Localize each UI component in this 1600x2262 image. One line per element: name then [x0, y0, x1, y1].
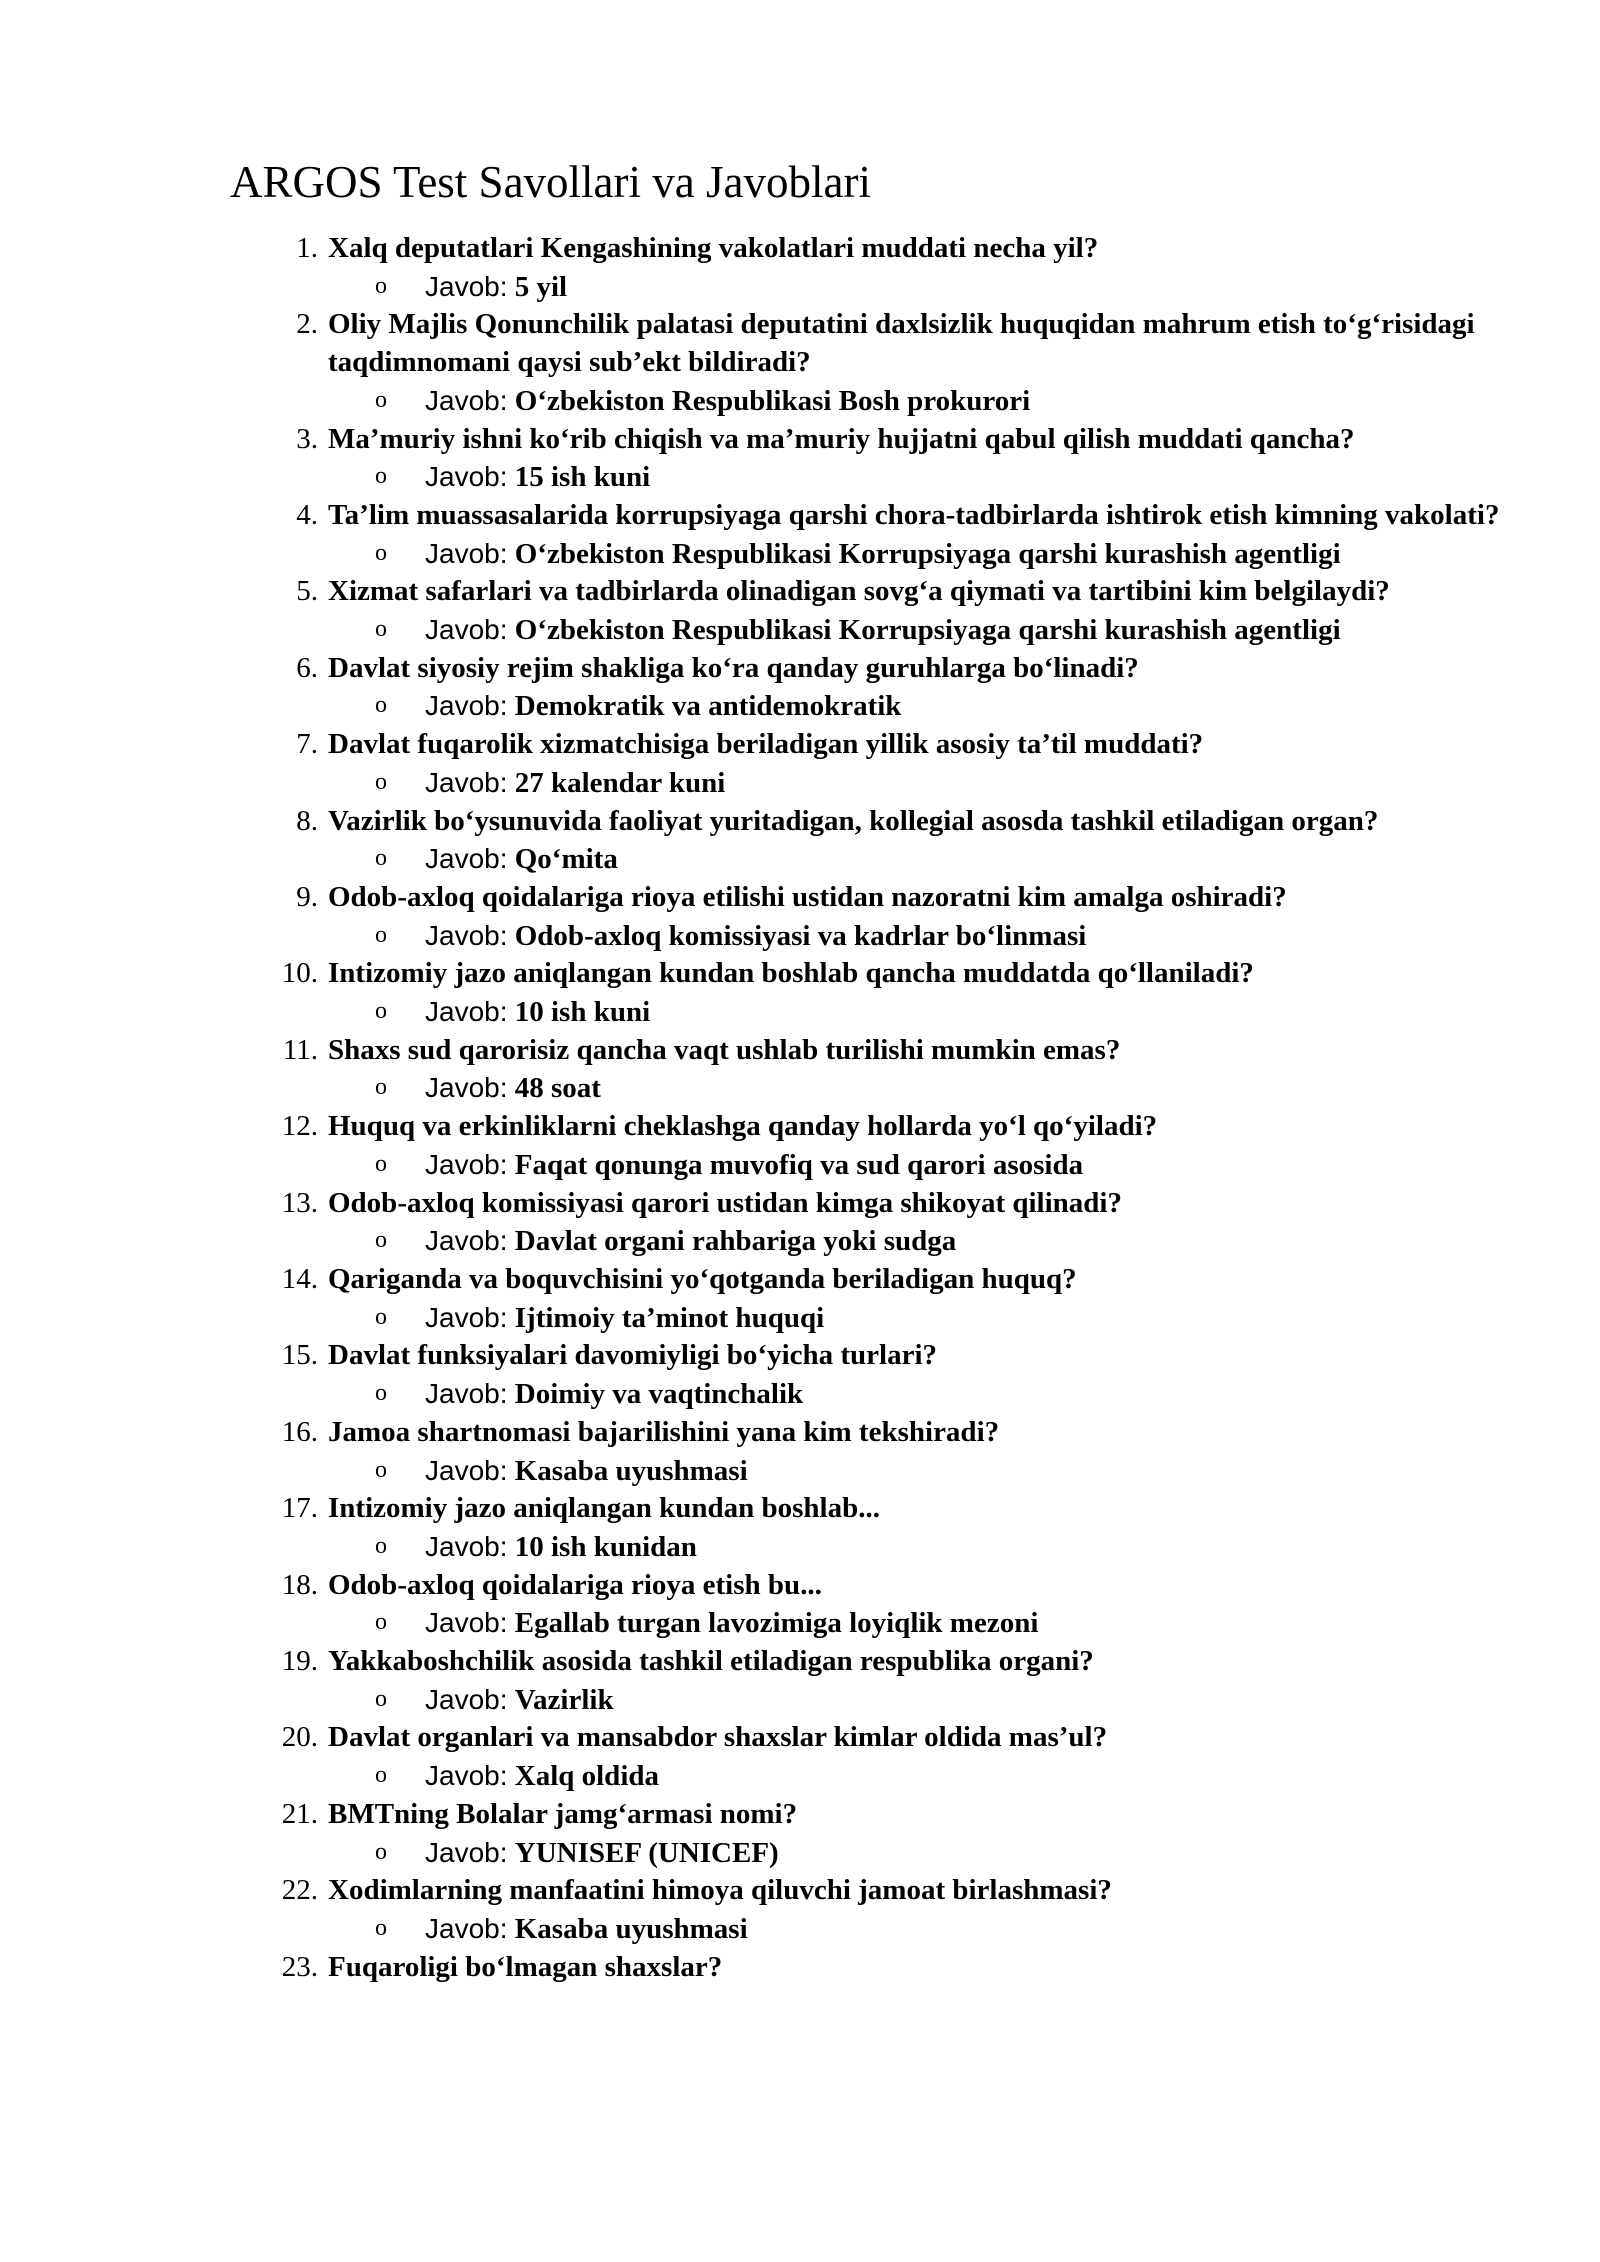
list-item	[230, 955, 1530, 1031]
answer-row	[328, 993, 1530, 1032]
question-number: 1.	[296, 232, 318, 264]
question-text: Oliy Majlis Qonunchilik palatasi deputatini daxlsizlik huquqidan mahrum etish to‘g‘risidagi taqdimnomani qaysi sub’ekt bildiradi?	[328, 308, 1475, 379]
answer-text: Qo‘mita	[514, 843, 618, 876]
question-list	[230, 230, 1530, 1986]
list-item	[230, 573, 1530, 649]
answer-bullet: o	[375, 692, 387, 719]
question-row	[296, 497, 1530, 535]
question-text: Fuqaroligi bo‘lmagan shaxslar?	[328, 1950, 723, 1983]
answer-bullet: o	[375, 1762, 387, 1789]
question-row	[281, 1643, 1530, 1681]
question-number: 22.	[281, 1874, 318, 1907]
question-text: Shaxs sud qarorisiz qancha vaqt ushlab turilishi mumkin emas?	[328, 1033, 1121, 1066]
answer-row	[328, 611, 1530, 650]
answer-label: Javob:	[425, 1072, 508, 1104]
question-number: 19.	[281, 1645, 318, 1678]
answer-label: Javob:	[425, 1148, 508, 1180]
question-number: 21.	[281, 1797, 318, 1830]
question-number: 14.	[281, 1262, 318, 1295]
answer-label: Javob:	[425, 614, 508, 646]
answer-row	[328, 268, 1530, 307]
question-text: Qariganda va boquvchisini yo‘qotganda beriladigan huquq?	[328, 1262, 1077, 1295]
answer-text: O‘zbekiston Respublikasi Korrupsiyaga qarshi kurashish agentligi	[514, 537, 1341, 570]
answer-label: Javob:	[425, 1454, 508, 1486]
answer-text: 10 ish kuni	[514, 996, 651, 1029]
answer-label: Javob:	[425, 1225, 508, 1257]
question-number: 8.	[296, 804, 318, 837]
answer-label: Javob:	[425, 1836, 508, 1868]
answer-row	[328, 1452, 1530, 1491]
answer-row	[328, 1222, 1530, 1261]
question-number: 2.	[296, 308, 318, 341]
answer-label: Javob:	[425, 1607, 508, 1639]
question-number: 4.	[296, 498, 318, 531]
answer-row	[328, 1604, 1530, 1643]
question-row	[281, 1490, 1530, 1528]
question-number: 23.	[281, 1950, 318, 1983]
question-row	[281, 1796, 1530, 1834]
question-number: 13.	[281, 1186, 318, 1219]
answer-text: 15 ish kuni	[514, 461, 651, 494]
answer-row	[328, 382, 1530, 421]
question-text: Jamoa shartnomasi bajarilishini yana kim tekshiradi?	[328, 1415, 1000, 1448]
answer-label: Javob:	[425, 1912, 508, 1944]
answer-text: 27 kalendar kuni	[514, 766, 726, 799]
question-row	[281, 955, 1530, 993]
question-row	[296, 573, 1530, 611]
answer-text: Vazirlik	[514, 1683, 614, 1716]
question-row	[296, 726, 1530, 764]
list-item	[230, 1490, 1530, 1566]
answer-label: Javob:	[425, 1301, 508, 1333]
answer-text: 48 soat	[514, 1072, 601, 1105]
answer-bullet: o	[375, 921, 387, 948]
question-number: 15.	[281, 1339, 318, 1372]
answer-bullet: o	[375, 1456, 387, 1483]
answer-label: Javob:	[425, 384, 508, 416]
list-item	[230, 650, 1530, 726]
question-row	[296, 230, 1530, 268]
answer-bullet: o	[375, 1074, 387, 1101]
answer-bullet: o	[375, 1609, 387, 1636]
question-number: 9.	[296, 880, 318, 913]
answer-bullet: o	[375, 1303, 387, 1330]
question-row	[281, 1108, 1530, 1146]
answer-text: Egallab turgan lavozimiga loyiqlik mezoni	[514, 1607, 1039, 1640]
question-number: 7.	[296, 728, 318, 761]
question-row	[281, 1567, 1530, 1605]
answer-row	[328, 1834, 1530, 1873]
question-row	[281, 1949, 1530, 1987]
answer-text: YUNISEF (UNICEF)	[514, 1836, 779, 1869]
answer-label: Javob:	[425, 843, 508, 875]
question-number: 11.	[282, 1033, 318, 1066]
answer-row	[328, 1146, 1530, 1185]
answer-bullet: o	[375, 1838, 387, 1865]
answer-bullet: o	[375, 845, 387, 872]
answer-row	[328, 535, 1530, 574]
question-text: Xodimlarning manfaatini himoya qiluvchi jamoat birlashmasi?	[328, 1874, 1112, 1907]
list-item	[230, 1949, 1530, 1987]
answer-text: Xalq oldida	[514, 1760, 659, 1793]
question-text: Davlat fuqarolik xizmatchisiga beriladigan yillik asosiy ta’til muddati?	[328, 728, 1204, 761]
answer-text: Kasaba uyushmasi	[514, 1912, 748, 1945]
answer-row	[328, 1757, 1530, 1796]
question-text: Intizomiy jazo aniqlangan kundan boshlab...	[328, 1492, 880, 1525]
question-text: Ta’lim muassasalarida korrupsiyaga qarshi chora-tadbirlarda ishtirok etish kimning vakolati?	[328, 498, 1500, 531]
answer-label: Javob:	[425, 537, 508, 569]
answer-label: Javob:	[425, 461, 508, 493]
document-title: ARGOS Test Savollari va Javoblari	[230, 157, 871, 207]
answer-label: Javob:	[425, 1683, 508, 1715]
answer-row	[328, 458, 1530, 497]
list-item	[230, 879, 1530, 955]
question-number: 3.	[296, 422, 318, 455]
question-row	[296, 650, 1530, 688]
list-item	[230, 1719, 1530, 1795]
answer-row	[328, 764, 1530, 803]
list-item	[230, 306, 1530, 420]
question-text: Davlat organlari va mansabdor shaxslar kimlar oldida mas’ul?	[328, 1721, 1108, 1754]
list-item	[230, 1261, 1530, 1337]
answer-row	[328, 917, 1530, 956]
answer-text: Kasaba uyushmasi	[514, 1454, 748, 1487]
question-text: Huquq va erkinliklarni cheklashga qanday hollarda yo‘l qo‘yiladi?	[328, 1110, 1158, 1143]
question-text: Odob-axloq komissiyasi qarori ustidan kimga shikoyat qilinadi?	[328, 1186, 1122, 1219]
answer-row	[328, 1375, 1530, 1414]
question-row	[281, 1414, 1530, 1452]
answer-label: Javob:	[425, 996, 508, 1028]
question-number: 10.	[281, 957, 318, 990]
answer-text: Odob-axloq komissiyasi va kadrlar bo‘linmasi	[514, 919, 1087, 952]
question-text: Xizmat safarlari va tadbirlarda olinadigan sovg‘a qiymati va tartibini kim belgilaydi?	[328, 575, 1390, 608]
question-number: 12.	[281, 1110, 318, 1143]
answer-bullet: o	[375, 768, 387, 795]
question-row	[281, 1185, 1530, 1223]
question-row	[282, 1032, 1530, 1070]
answer-text: 5 yil	[514, 270, 568, 303]
question-number: 20.	[281, 1721, 318, 1754]
question-text: Odob-axloq qoidalariga rioya etish bu...	[328, 1568, 822, 1601]
question-number: 6.	[296, 651, 318, 684]
answer-bullet: o	[375, 386, 387, 413]
question-text: Odob-axloq qoidalariga rioya etilishi ustidan nazoratni kim amalga oshiradi?	[328, 880, 1287, 913]
answer-row	[328, 687, 1530, 726]
answer-bullet: o	[375, 1150, 387, 1177]
answer-label: Javob:	[425, 1760, 508, 1792]
answer-text: Doimiy va vaqtinchalik	[514, 1378, 804, 1411]
question-number: 5.	[296, 575, 318, 608]
answer-text: Ijtimoiy ta’minot huquqi	[514, 1301, 825, 1334]
document-page	[230, 150, 1530, 1986]
answer-label: Javob:	[425, 1378, 508, 1410]
question-row	[296, 421, 1530, 459]
list-item	[230, 726, 1530, 802]
question-text: Vazirlik bo‘ysunuvida faoliyat yuritadigan, kollegial asosda tashkil etiladigan organ?	[328, 804, 1379, 837]
question-row	[281, 1719, 1530, 1757]
question-row	[296, 879, 1530, 917]
answer-text: Davlat organi rahbariga yoki sudga	[514, 1225, 957, 1258]
list-item	[230, 1414, 1530, 1490]
answer-text: O‘zbekiston Respublikasi Korrupsiyaga qarshi kurashish agentligi	[514, 614, 1341, 647]
answer-text: Faqat qonunga muvofiq va sud qarori asosida	[514, 1148, 1084, 1181]
list-item	[230, 1872, 1530, 1948]
answer-bullet: o	[375, 463, 387, 490]
question-row	[281, 1337, 1530, 1375]
list-item	[230, 1567, 1530, 1643]
question-text: Xalq deputatlari Kengashining vakolatlari muddati necha yil?	[328, 232, 1099, 264]
answer-bullet: o	[375, 272, 387, 299]
question-row	[281, 1872, 1530, 1910]
list-item	[230, 230, 1530, 306]
answer-bullet: o	[375, 1685, 387, 1712]
answer-bullet: o	[375, 1380, 387, 1407]
question-text: Davlat siyosiy rejim shakliga ko‘ra qanday guruhlarga bo‘linadi?	[328, 651, 1139, 684]
list-item	[230, 1185, 1530, 1261]
list-item	[230, 1796, 1530, 1872]
answer-label: Javob:	[425, 1530, 508, 1562]
answer-bullet: o	[375, 1914, 387, 1941]
question-row	[296, 803, 1530, 841]
answer-label: Javob:	[425, 690, 508, 722]
answer-row	[328, 1299, 1530, 1338]
question-number: 17.	[281, 1492, 318, 1525]
answer-bullet: o	[375, 1532, 387, 1559]
answer-row	[328, 1528, 1530, 1567]
list-item	[230, 421, 1530, 497]
question-text: Davlat funksiyalari davomiyligi bo‘yicha turlari?	[328, 1339, 938, 1372]
question-text: Ma’muriy ishni ko‘rib chiqish va ma’muriy hujjatni qabul qilish muddati qancha?	[328, 422, 1355, 455]
question-number: 16.	[281, 1415, 318, 1448]
answer-row	[328, 1069, 1530, 1108]
answer-label: Javob:	[425, 270, 508, 302]
list-item	[230, 497, 1530, 573]
answer-text: O‘zbekiston Respublikasi Bosh prokurori	[514, 384, 1031, 417]
question-text: BMTning Bolalar jamg‘armasi nomi?	[328, 1797, 798, 1830]
list-item	[230, 1108, 1530, 1184]
list-item	[230, 1337, 1530, 1413]
answer-bullet: o	[375, 1227, 387, 1254]
question-row	[296, 306, 1530, 381]
list-item	[230, 1643, 1530, 1719]
question-text: Intizomiy jazo aniqlangan kundan boshlab qancha muddatda qo‘llaniladi?	[328, 957, 1254, 990]
answer-label: Javob:	[425, 766, 508, 798]
list-item	[230, 803, 1530, 879]
answer-bullet: o	[375, 998, 387, 1025]
question-number: 18.	[281, 1568, 318, 1601]
question-row	[281, 1261, 1530, 1299]
answer-label: Javob:	[425, 919, 508, 951]
answer-row	[328, 1910, 1530, 1949]
answer-bullet: o	[375, 616, 387, 643]
question-text: Yakkaboshchilik asosida tashkil etiladigan respublika organi?	[328, 1645, 1094, 1678]
answer-text: Demokratik va antidemokratik	[514, 690, 902, 723]
answer-bullet: o	[375, 539, 387, 566]
answer-row	[328, 840, 1530, 879]
list-item	[230, 1032, 1530, 1108]
answer-row	[328, 1681, 1530, 1720]
answer-text: 10 ish kunidan	[514, 1530, 697, 1563]
